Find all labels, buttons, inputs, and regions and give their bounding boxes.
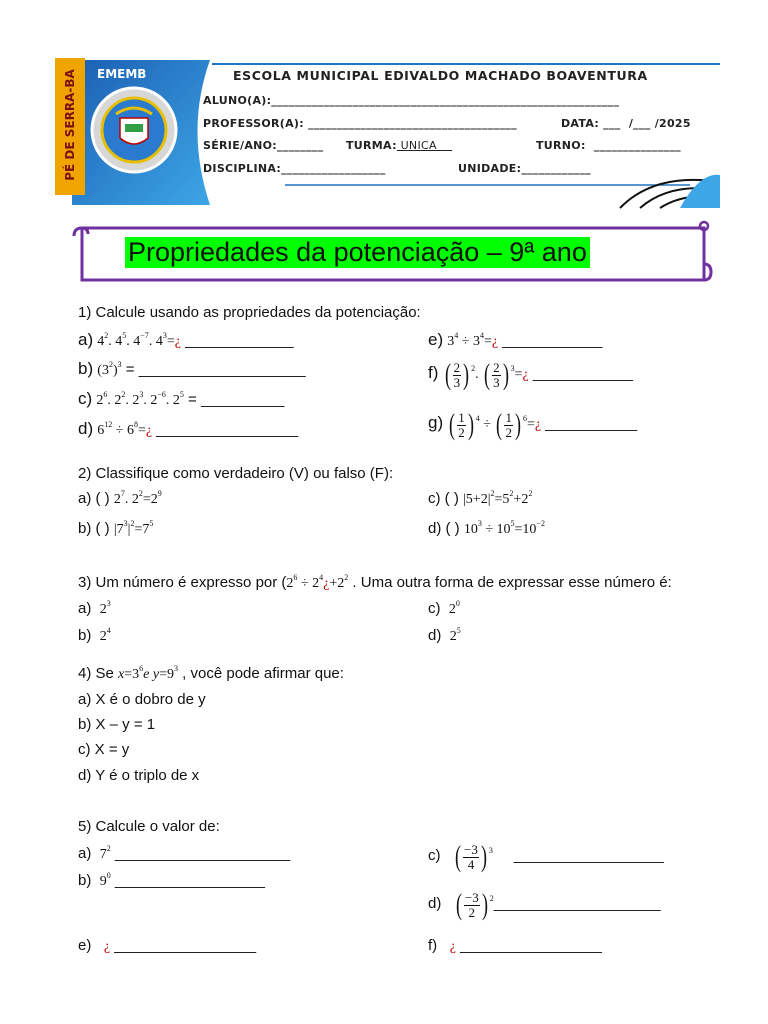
q1-c-answer-line[interactable]: = __________ — [183, 391, 285, 408]
page-title: Propriedades da potenciação – 9ª ano — [125, 237, 590, 268]
q3-a-value: $2^3$ — [99, 599, 111, 617]
q1-d-expression: $6^{12}$ ÷ $6^8=¿$ — [97, 420, 153, 438]
q1-item-e — [428, 330, 602, 350]
q3-expression: $2^6$ ÷ $2^4¿+2^2$ — [286, 573, 349, 591]
q2-b-expression: $|7^3|^2=7^5$ — [113, 519, 154, 537]
q3-d-label: d) — [428, 627, 442, 644]
q1-a-answer-line[interactable]: _____________ — [180, 332, 294, 349]
q4-prompt: 4) Se $x=3^6e$ $y=9^3$ , você pode afirmar que: — [78, 664, 344, 682]
q1-f-answer-line[interactable]: ____________ — [528, 365, 633, 383]
q5-item-f — [428, 937, 602, 955]
q1-e-answer-line[interactable]: ____________ — [498, 332, 603, 349]
unidade-field[interactable]: UNIDADE:____________ — [458, 162, 591, 175]
q3-option-b[interactable] — [78, 627, 111, 645]
q5-f-unknown: ¿ — [449, 939, 456, 954]
q1-b-label: b) — [78, 359, 94, 378]
q5-a-expression: $7^2$ — [99, 844, 111, 862]
q5-e-unknown: ¿ — [103, 939, 111, 954]
q2-c-label: c) ( ) — [428, 490, 459, 507]
q1-prompt: 1) Calcule usando as propriedades da potenciação: — [78, 304, 421, 321]
q1-a-expression: $4^2$. $4^5$. $4^{-7}$. $4^3=¿$ — [97, 331, 181, 349]
q1-f-unknown: ¿ — [522, 367, 529, 383]
q5-item-d — [428, 890, 661, 920]
q2-b-label: b) ( ) — [78, 520, 110, 537]
turno-field[interactable]: TURNO: _______________ — [536, 139, 681, 152]
q3-prompt-start: 3) Um número é expresso por ( — [78, 574, 287, 591]
q3-a-label: a) — [78, 600, 92, 617]
municipality-stripe — [55, 58, 85, 195]
q3-prompt — [78, 574, 672, 592]
turma-value: UNICA — [396, 139, 452, 152]
q1-g-answer-line[interactable]: ___________ — [541, 415, 638, 433]
q5-a-answer-line[interactable]: _____________________ — [110, 845, 291, 862]
q2-item-d[interactable] — [428, 520, 545, 538]
q5-e-label: e) — [78, 937, 92, 954]
q5-a-label: a) — [78, 845, 92, 862]
q5-item-b — [78, 872, 265, 890]
header — [0, 0, 768, 215]
q5-e-answer-line[interactable]: _________________ — [110, 937, 257, 954]
q1-e-unknown: ¿ — [491, 334, 499, 349]
q5-f-label: f) — [428, 937, 438, 954]
municipality-text: PÉ DE SERRA-BA — [63, 69, 77, 181]
q2-a-expression: $2^7$. $2^2=2^9$ — [113, 489, 162, 507]
q2-item-c[interactable] — [428, 490, 532, 508]
q5-c-label: c) — [428, 847, 441, 865]
q1-g-expression: ( $\frac{1}{2}$ ) $^4$ ÷ ( $\frac{1}{2}$ ) $^6$=¿ — [449, 408, 542, 441]
q1-e-expression: $3^4$ ÷ $3^4=¿$ — [447, 331, 499, 349]
q5-d-expression: ( $\frac{-3}{2}$ ) $^2$ — [455, 888, 494, 921]
q2-item-b[interactable] — [78, 520, 153, 538]
q1-item-b — [78, 359, 306, 379]
q1-b-answer-line[interactable]: = ____________________ — [121, 361, 306, 378]
q1-item-a — [78, 330, 294, 350]
q1-f-label: f) — [428, 363, 439, 383]
q3-option-a[interactable] — [78, 600, 111, 618]
professor-field[interactable]: PROFESSOR(A): ____________________________________ — [203, 117, 517, 130]
school-name: ESCOLA MUNICIPAL EDIVALDO MACHADO BOAVENTURA — [233, 68, 648, 83]
q4-prompt-end: , você pode afirmar que: — [178, 665, 344, 682]
q3-b-value: $2^4$ — [99, 626, 111, 644]
q1-e-label: e) — [428, 330, 444, 349]
aluno-field[interactable]: ALUNO(A):____________________________________________________________ — [203, 94, 620, 107]
q5-prompt: 5) Calcule o valor de: — [78, 818, 220, 835]
turma-label: TURMA: — [346, 139, 397, 152]
q5-f-answer-line[interactable]: _________________ — [455, 937, 602, 954]
q2-d-label: d) ( ) — [428, 520, 460, 537]
q1-c-expression: $2^6$. $2^2$. $2^3$. $2^{-6}$. $2^5$ — [96, 390, 184, 408]
q1-g-unknown: ¿ — [534, 417, 542, 433]
q4-prompt-start: 4) Se — [78, 665, 119, 682]
q5-item-c — [428, 842, 664, 872]
q4-option-a[interactable]: a) X é o dobro de y — [78, 691, 206, 708]
q1-d-label: d) — [78, 419, 94, 438]
q1-b-expression: $(3^2)^3$ — [97, 360, 122, 378]
q1-item-f — [428, 360, 633, 390]
q5-d-label: d) — [428, 895, 442, 913]
serie-field[interactable]: SÉRIE/ANO:________ — [203, 139, 324, 152]
q4-option-b[interactable]: b) X – y = 1 — [78, 716, 156, 733]
q3-prompt-end: . Uma outra forma de expressar esse número é: — [348, 574, 672, 591]
q5-c-answer-line[interactable]: __________________ — [513, 847, 664, 865]
disciplina-field[interactable]: DISCIPLINA:__________________ — [203, 162, 386, 175]
q1-item-c — [78, 389, 284, 409]
q1-item-d — [78, 419, 298, 439]
q3-b-label: b) — [78, 627, 92, 644]
q5-item-a — [78, 845, 290, 863]
q4-option-c[interactable]: c) X = y — [78, 741, 130, 758]
q1-a-label: a) — [78, 330, 94, 349]
q3-option-c[interactable] — [428, 600, 460, 618]
q2-c-expression: $|5+2|^2=5^2+2^2$ — [463, 489, 533, 507]
q5-b-label: b) — [78, 872, 92, 889]
q5-d-answer-line[interactable]: ____________________ — [493, 895, 661, 913]
q5-c-expression: ( $\frac{-3}{4}$ ) $^3$ — [455, 840, 493, 873]
q3-d-value: $2^5$ — [449, 626, 461, 644]
q1-g-label: g) — [428, 413, 444, 433]
emblem-label: EMEMB — [97, 67, 147, 81]
q3-unknown: ¿ — [323, 576, 330, 591]
q5-b-answer-line[interactable]: __________________ — [110, 872, 266, 889]
q2-d-expression: $10^3 \div 10^5=10^{-2}$ — [463, 519, 545, 537]
q5-b-expression: $9^0$ — [99, 871, 111, 889]
q1-d-answer-line[interactable]: _________________ — [152, 421, 299, 438]
q4-option-d[interactable]: d) Y é o triplo de x — [78, 767, 200, 784]
turma-field[interactable] — [346, 139, 452, 152]
q1-c-label: c) — [78, 389, 93, 408]
q3-option-d[interactable] — [428, 627, 461, 645]
school-seal-logo — [88, 84, 180, 176]
q1-f-expression: ( $\frac{2}{3}$ ) $^2$. ( $\frac{2}{3}$ ) $^3$=¿ — [444, 358, 529, 391]
data-field[interactable]: DATA: ___ /___ /2025 — [561, 117, 691, 130]
q3-c-label: c) — [428, 600, 441, 617]
q2-prompt: 2) Classifique como verdadeiro (V) ou falso (F): — [78, 465, 394, 482]
q1-item-g — [428, 410, 637, 440]
q3-c-value: $2^0$ — [448, 599, 460, 617]
q1-a-unknown: ¿ — [174, 334, 181, 349]
q1-d-unknown: ¿ — [145, 423, 153, 438]
q2-item-a[interactable] — [78, 490, 162, 508]
q2-a-label: a) ( ) — [78, 490, 110, 507]
q5-item-e — [78, 937, 256, 955]
q4-expression: x — [118, 667, 125, 682]
